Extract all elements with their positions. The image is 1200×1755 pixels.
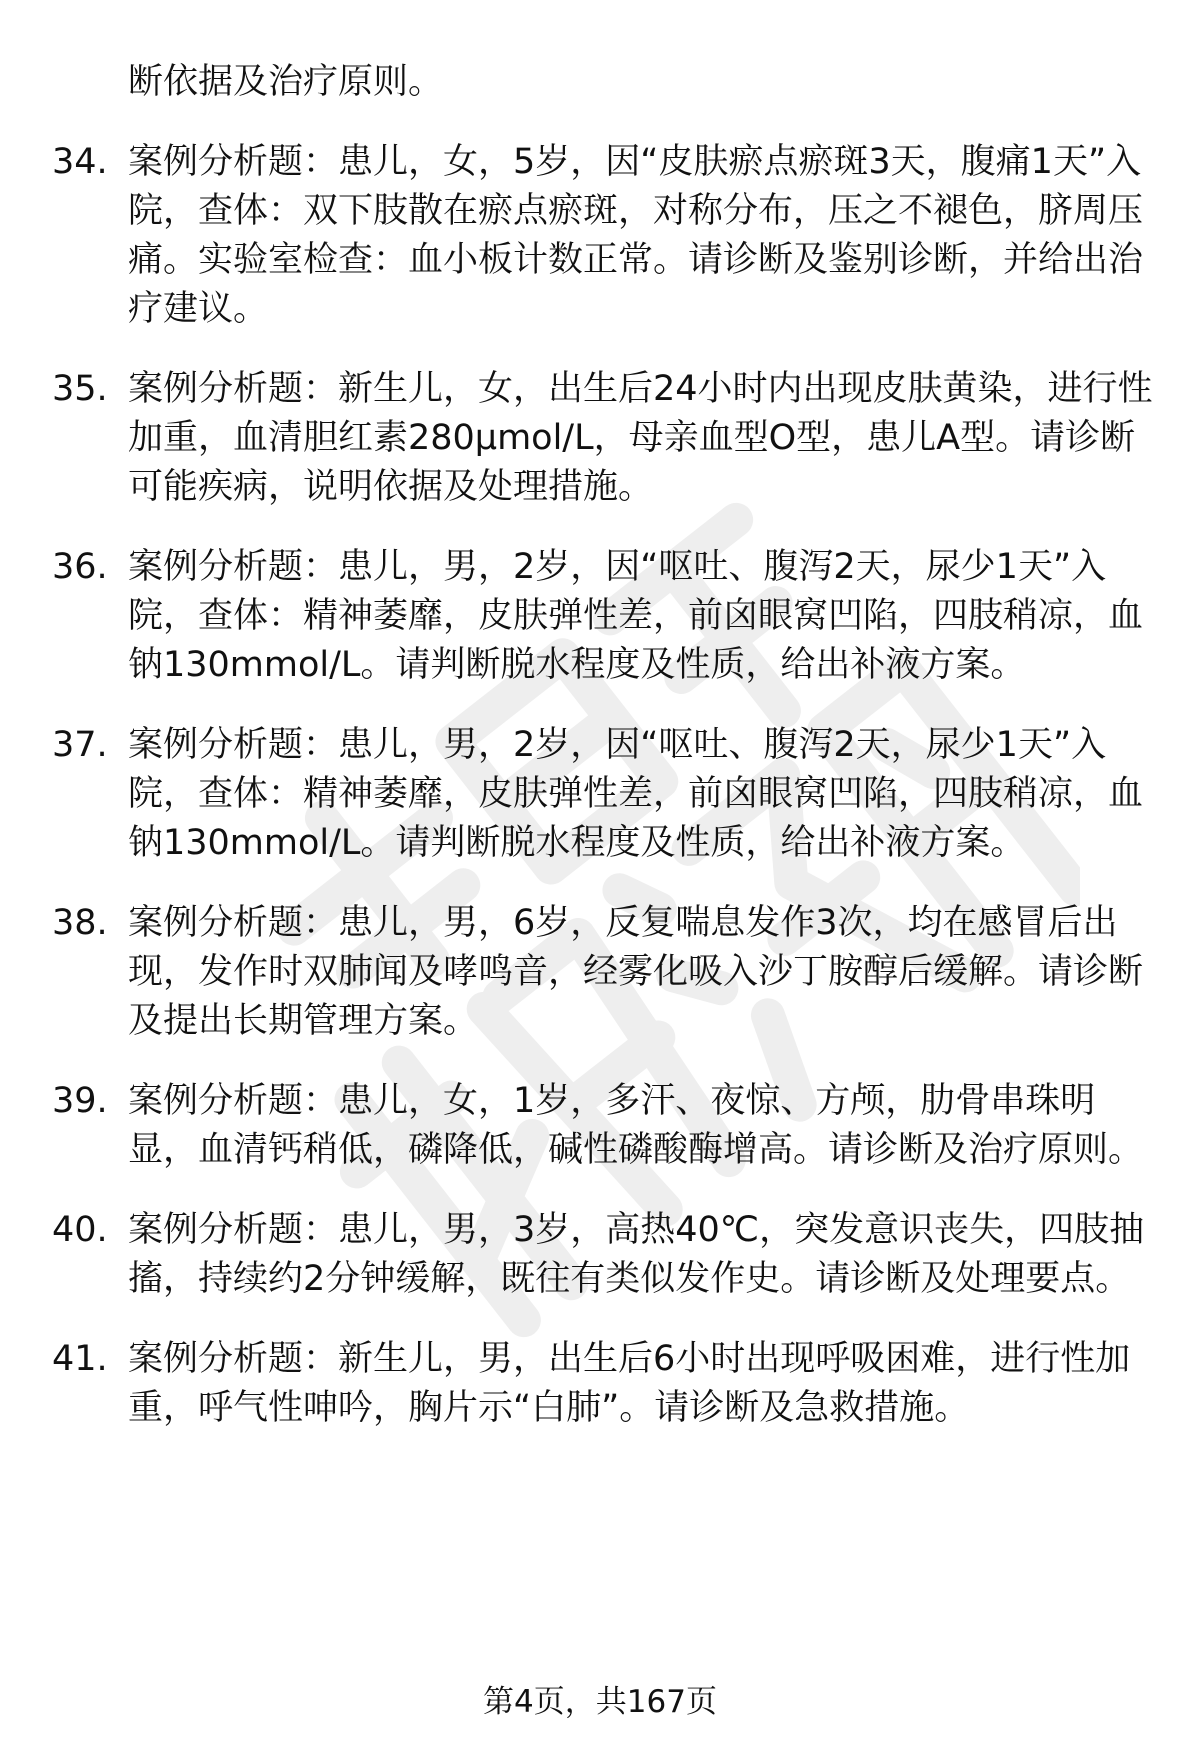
question-text: 案例分析题：患儿，男，3岁，高热40℃，突发意识丧失，四肢抽搐，持续约2分钟缓解，既往有类似发作史。请诊断及处理要点。 bbox=[128, 1210, 1145, 1299]
question-text: 案例分析题：患儿，男，6岁，反复喘息发作3次，均在感冒后出现，发作时双肺闻及哮鸣音，经雾化吸入沙丁胺醇后缓解。请诊断及提出长期管理方案。 bbox=[128, 903, 1144, 1041]
question-number: 38. bbox=[52, 903, 108, 943]
question-36 bbox=[0, 543, 1158, 690]
question-41 bbox=[0, 1335, 1158, 1433]
question-text: 案例分析题：新生儿，女，出生后24小时内出现皮肤黄染，进行性加重，血清胆红素280μmol/L，母亲血型O型，患儿A型。请诊断可能疾病，说明依据及处理措施。 bbox=[128, 369, 1153, 507]
question-number: 36. bbox=[52, 547, 108, 587]
question-34 bbox=[0, 138, 1158, 334]
question-text: 案例分析题：新生儿，男，出生后6小时出现呼吸困难，进行性加重，呼气性呻吟，胸片示“白肺”。请诊断及急救措施。 bbox=[128, 1339, 1131, 1428]
question-number: 37. bbox=[52, 725, 108, 765]
question-number: 35. bbox=[52, 369, 108, 409]
question-number: 34. bbox=[52, 142, 108, 182]
question-number: 41. bbox=[52, 1339, 108, 1379]
page-footer: 第4页，共167页 bbox=[483, 1684, 717, 1720]
question-40 bbox=[0, 1206, 1158, 1304]
question-text: 案例分析题：患儿，男，2岁，因“呕吐、腹泻2天，尿少1天”入院，查体：精神萎靡，皮肤弹性差，前囟眼窝凹陷，四肢稍凉，血钠130mmol/L。请判断脱水程度及性质，给出补液方案。 bbox=[128, 725, 1144, 863]
previous-question-continuation: 断依据及治疗原则。 bbox=[128, 62, 444, 102]
question-35 bbox=[0, 365, 1158, 512]
question-text: 案例分析题：患儿，女，5岁，因“皮肤瘀点瘀斑3天，腹痛1天”入院，查体：双下肢散在瘀点瘀斑，对称分布，压之不褪色，脐周压痛。实验室检查：血小板计数正常。请诊断及鉴别诊断，并给出治疗建议。 bbox=[128, 142, 1144, 329]
question-38 bbox=[0, 899, 1158, 1046]
question-text: 案例分析题：患儿，男，2岁，因“呕吐、腹泻2天，尿少1天”入院，查体：精神萎靡，皮肤弹性差，前囟眼窝凹陷，四肢稍凉，血钠130mmol/L。请判断脱水程度及性质，给出补液方案。 bbox=[128, 547, 1144, 685]
document-content bbox=[0, 58, 1200, 1433]
question-number: 39. bbox=[52, 1081, 108, 1121]
question-37 bbox=[0, 721, 1158, 868]
question-39 bbox=[0, 1077, 1158, 1175]
question-number: 40. bbox=[52, 1210, 108, 1250]
question-text: 案例分析题：患儿，女，1岁，多汗、夜惊、方颅，肋骨串珠明显，血清钙稍低，磷降低，碱性磷酸酶增高。请诊断及治疗原则。 bbox=[128, 1081, 1144, 1170]
